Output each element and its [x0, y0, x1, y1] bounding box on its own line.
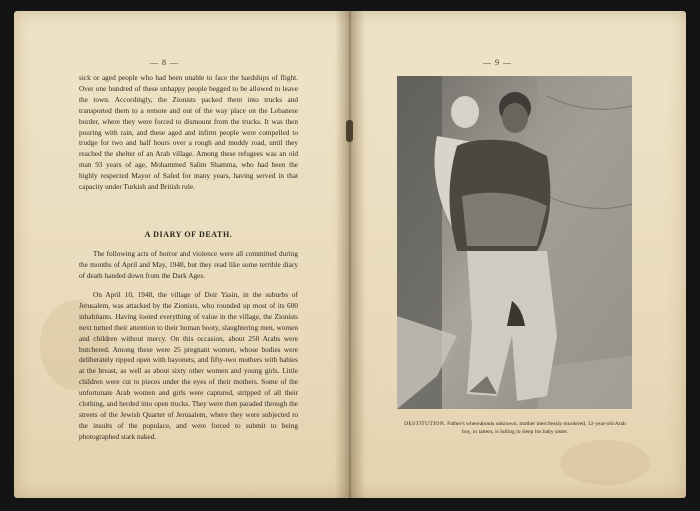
photo-caption — [401, 420, 629, 436]
paragraph-text: sick or aged people who had been unable to face the hardships of flight. Over one hundred of these unhappy people begged to be allowed to leave the town. Accordingly, the Zionists packed them into trucks and transported them to a remote and out of the way place on the Lebanese border, where they were forced to dismount from the trucks. It was then pouring with rain, and these aged and infirm people were compelled to trudge for two and half hours over a rough and muddy road, until they reached the shelter of an Arab village. Among these refugees was an old man 93 years of age, Mohammed Salim Shamma, who had been the highly respected Mayor of Safed for many years, having served in that capacity under Turkish and British rule. — [79, 73, 298, 192]
caption-body: Father's whereabouts unknown, mother mercilessly murdered, 12-year-old Arab boy, in tatters, is lulling to sleep his baby sister. — [447, 421, 626, 436]
paragraph-text: On April 10, 1948, the village of Deir Yasin, in the suburbs of Jerusalem, was attacked by the Zionists, who rounded up most of its 600 inhabitants. Having looted everything of value in the village, the Zionists next turned their attention to their human booty, slaughtering men, women and children without mercy. On this occasion, about 250 Arabs were butchered. Among these were 25 pregnant women, whose bodies were deliberately ripped open with bayonets, and fifty-two mothers with babies at the breast, as well as about sixty other women and young girls. Little children were cut to pieces under the eyes of their mothers. Some of the unfortunate Arab women and girls were captured, stripped of all their clothing, and herded into open trucks. They were then paraded through the streets of the Jewish Quarter of Jerusalem, where they were subjected to the insults of the populace, and were forced to submit to being photographed stark naked. — [79, 290, 298, 441]
paragraph-diary-intro — [79, 249, 298, 282]
page-number-left: — 8 — — [150, 58, 179, 67]
staple — [346, 120, 353, 142]
photograph-image — [397, 76, 632, 409]
photograph — [397, 76, 632, 409]
caption-head: DESTITUTION. — [404, 421, 446, 427]
paragraph-deir-yasin — [79, 290, 298, 443]
book-gutter — [335, 11, 365, 498]
paragraph-intro — [79, 73, 298, 193]
paper-stain — [560, 440, 650, 485]
section-heading: A DIARY OF DEATH. — [144, 230, 233, 239]
paragraph-text: The following acts of horror and violence were all committed during the months of April and May, 1948, but they read like some terrible diary of death handed down from the Dark Ages. — [79, 249, 298, 280]
page-number-right: — 9 — — [483, 58, 512, 67]
